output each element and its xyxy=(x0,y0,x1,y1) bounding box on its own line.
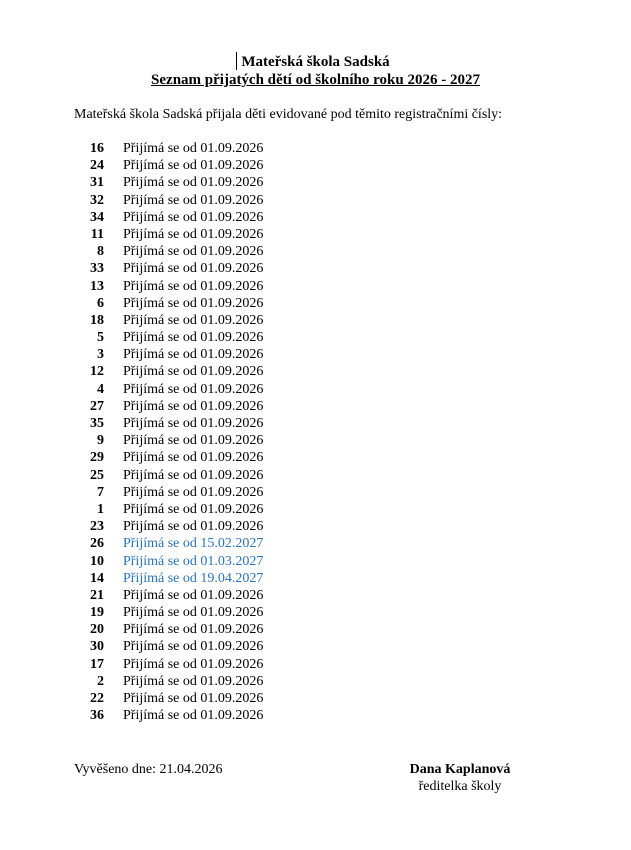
registration-number: 24 xyxy=(90,158,104,174)
list-item xyxy=(0,501,631,518)
registration-number: 31 xyxy=(90,175,104,191)
list-item xyxy=(0,157,631,174)
registration-number: 2 xyxy=(97,673,104,689)
admission-status: Přijímá se od 01.09.2026 xyxy=(123,192,264,208)
list-item xyxy=(0,226,631,243)
list-item xyxy=(0,346,631,363)
registration-number: 13 xyxy=(90,278,104,294)
list-item xyxy=(0,656,631,673)
list-item xyxy=(0,278,631,295)
admission-status: Přijímá se od 19.04.2027 xyxy=(123,570,264,586)
admission-status: Přijímá se od 01.09.2026 xyxy=(123,295,264,311)
registration-number: 32 xyxy=(90,192,104,208)
admission-status: Přijímá se od 01.09.2026 xyxy=(123,656,264,672)
admission-status: Přijímá se od 01.09.2026 xyxy=(123,673,264,689)
admission-status: Přijímá se od 01.09.2026 xyxy=(123,467,264,483)
registration-number: 25 xyxy=(90,467,104,483)
admission-status: Přijímá se od 01.09.2026 xyxy=(123,639,264,655)
list-item xyxy=(0,690,631,707)
list-item xyxy=(0,295,631,312)
list-item xyxy=(0,140,631,157)
admission-status: Přijímá se od 01.09.2026 xyxy=(123,347,264,363)
registration-number: 3 xyxy=(97,347,104,363)
list-item xyxy=(0,192,631,209)
admission-status: Přijímá se od 01.09.2026 xyxy=(123,484,264,500)
admission-status: Přijímá se od 01.09.2026 xyxy=(123,519,264,535)
list-item xyxy=(0,673,631,690)
registration-number: 29 xyxy=(90,450,104,466)
admission-status: Přijímá se od 01.09.2026 xyxy=(123,622,264,638)
admission-status: Přijímá se od 15.02.2027 xyxy=(123,536,264,552)
admission-status: Přijímá se od 01.09.2026 xyxy=(123,433,264,449)
admission-status: Přijímá se od 01.09.2026 xyxy=(123,209,264,225)
admission-status: Přijímá se od 01.09.2026 xyxy=(123,364,264,380)
admission-status: Přijímá se od 01.09.2026 xyxy=(123,261,264,277)
list-item xyxy=(0,484,631,501)
signer-name: Dana Kaplanová xyxy=(409,762,511,777)
list-item xyxy=(0,260,631,277)
list-item xyxy=(0,209,631,226)
registration-number: 26 xyxy=(90,536,104,552)
list-item xyxy=(0,638,631,655)
registration-number: 36 xyxy=(90,708,104,724)
admission-status: Přijímá se od 01.09.2026 xyxy=(123,708,264,724)
list-item xyxy=(0,174,631,191)
registration-number: 10 xyxy=(90,553,104,569)
list-item xyxy=(0,312,631,329)
admission-status: Přijímá se od 01.09.2026 xyxy=(123,501,264,517)
registration-number: 27 xyxy=(90,398,104,414)
admission-status: Přijímá se od 01.09.2026 xyxy=(123,381,264,397)
list-item xyxy=(0,467,631,484)
list-item xyxy=(0,535,631,552)
intro-paragraph: Mateřská škola Sadská přijala děti evidované pod těmito registračními čísly: xyxy=(74,107,503,122)
list-item xyxy=(0,398,631,415)
registration-number: 20 xyxy=(90,622,104,638)
admission-status: Přijímá se od 01.09.2026 xyxy=(123,587,264,603)
admission-status: Přijímá se od 01.09.2026 xyxy=(123,605,264,621)
admission-list xyxy=(0,140,631,724)
registration-number: 30 xyxy=(90,639,104,655)
list-item xyxy=(0,587,631,604)
list-item xyxy=(0,604,631,621)
registration-number: 18 xyxy=(90,312,104,328)
signer-role: ředitelka školy xyxy=(418,779,502,794)
registration-number: 23 xyxy=(90,519,104,535)
registration-number: 33 xyxy=(90,261,104,277)
list-item xyxy=(0,243,631,260)
admission-status: Přijímá se od 01.09.2026 xyxy=(123,175,264,191)
registration-number: 22 xyxy=(90,691,104,706)
registration-number: 4 xyxy=(97,381,104,397)
admission-status: Přijímá se od 01.03.2027 xyxy=(123,553,264,569)
registration-number: 14 xyxy=(90,570,104,586)
list-item xyxy=(0,707,631,724)
registration-number: 16 xyxy=(90,141,104,156)
admission-status: Přijímá se od 01.09.2026 xyxy=(123,330,264,346)
list-item xyxy=(0,329,631,346)
admission-status: Přijímá se od 01.09.2026 xyxy=(123,398,264,414)
list-item xyxy=(0,621,631,638)
list-title-heading: Seznam přijatých dětí od školního roku 2026 - 2027 xyxy=(151,72,480,88)
registration-number: 7 xyxy=(97,484,104,500)
admission-status: Přijímá se od 01.09.2026 xyxy=(123,141,264,156)
list-item xyxy=(0,449,631,466)
list-item xyxy=(0,363,631,380)
registration-number: 1 xyxy=(97,501,104,517)
admission-status: Přijímá se od 01.09.2026 xyxy=(123,312,264,328)
registration-number: 12 xyxy=(90,364,104,380)
list-item xyxy=(0,518,631,535)
admission-status: Přijímá se od 01.09.2026 xyxy=(123,278,264,294)
list-item xyxy=(0,553,631,570)
list-item xyxy=(0,432,631,449)
registration-number: 19 xyxy=(90,605,104,621)
registration-number: 8 xyxy=(97,244,104,260)
admission-status: Přijímá se od 01.09.2026 xyxy=(123,158,264,174)
registration-number: 9 xyxy=(97,433,104,449)
list-item xyxy=(0,415,631,432)
admission-status: Přijímá se od 01.09.2026 xyxy=(123,244,264,260)
admission-status: Přijímá se od 01.09.2026 xyxy=(123,691,264,706)
registration-number: 34 xyxy=(90,209,104,225)
list-item xyxy=(0,381,631,398)
registration-number: 17 xyxy=(90,656,104,672)
school-name-heading: Mateřská škola Sadská xyxy=(241,54,390,70)
registration-number: 6 xyxy=(97,295,104,311)
admission-status: Přijímá se od 01.09.2026 xyxy=(123,450,264,466)
registration-number: 11 xyxy=(90,226,104,242)
posted-date: Vyvěšeno dne: 21.04.2026 xyxy=(74,762,223,777)
admission-status: Přijímá se od 01.09.2026 xyxy=(123,226,264,242)
registration-number: 5 xyxy=(97,330,104,346)
registration-number: 21 xyxy=(90,587,104,603)
admission-status: Přijímá se od 01.09.2026 xyxy=(123,416,264,431)
registration-number: 35 xyxy=(90,416,104,431)
list-item xyxy=(0,570,631,587)
